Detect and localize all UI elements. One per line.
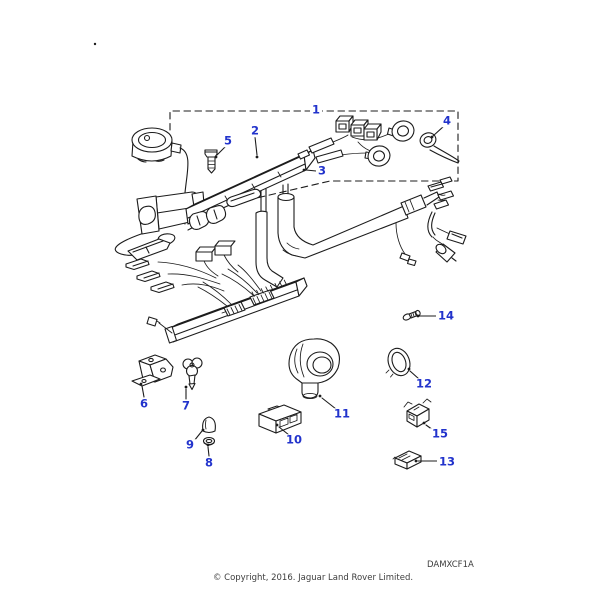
bracket-part6-drawing [132, 355, 173, 386]
callout-11: 11 [333, 406, 351, 421]
bolt-drawing [205, 150, 217, 173]
callout-8: 8 [204, 455, 214, 470]
rail-cover-drawing [186, 150, 315, 229]
conduit-drawing [278, 177, 466, 266]
callout-3: 3 [317, 163, 327, 178]
boot-part11-drawing [289, 339, 339, 399]
callout-12: 12 [415, 376, 433, 391]
callout-9: 9 [185, 437, 195, 452]
callout-10: 10 [285, 432, 303, 447]
connector-part10-drawing [259, 405, 301, 433]
copyright-text: © Copyright, 2016. Jaguar Land Rover Limited. [212, 573, 414, 583]
clip-part7-drawing [183, 358, 202, 390]
callout-15: 15 [431, 426, 449, 441]
callout-1: 1 [311, 102, 321, 117]
callout-14: 14 [437, 308, 455, 323]
callout-13: 13 [438, 454, 456, 469]
callout-2: 2 [250, 123, 260, 138]
callout-4: 4 [442, 113, 452, 128]
oring-part12-drawing [384, 345, 413, 378]
callout-6: 6 [139, 396, 149, 411]
connector-part15-drawing [404, 399, 431, 427]
callout-7: 7 [181, 398, 191, 413]
callout-5: 5 [223, 133, 233, 148]
tie-clip-drawing [418, 131, 459, 163]
figure-code: DAMXCF1A [427, 560, 474, 570]
lower-harness-rail-drawing [147, 265, 307, 343]
ring-part8-drawing [204, 438, 215, 446]
harness-connectors-right-drawing [298, 116, 416, 169]
stray-dot [94, 43, 96, 45]
dome-part9-drawing [203, 417, 216, 433]
